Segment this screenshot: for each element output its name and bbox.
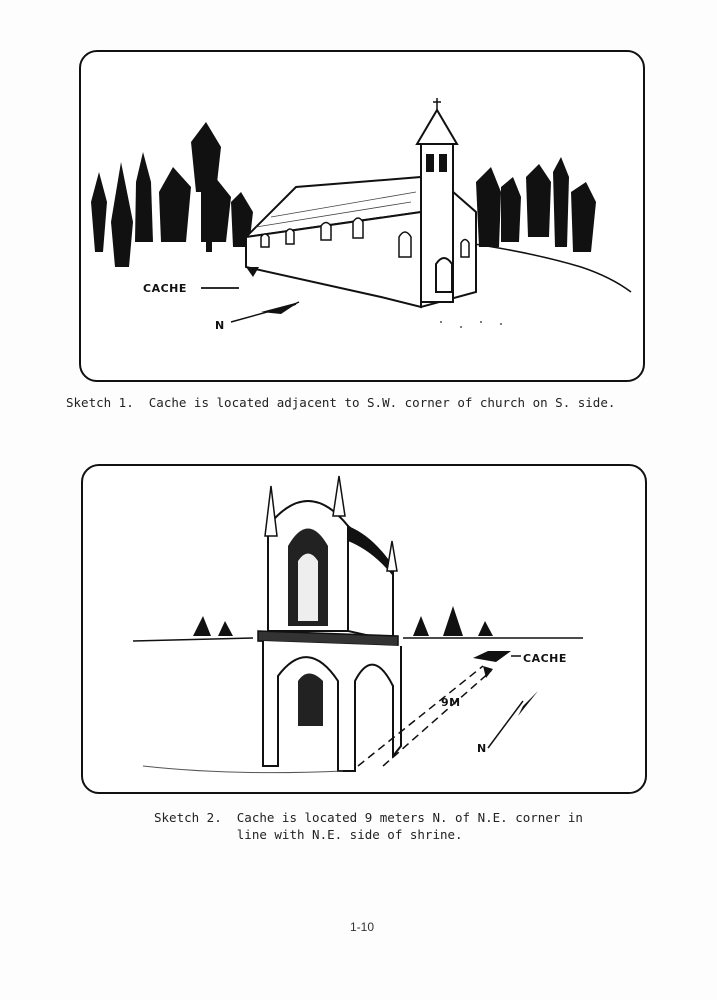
north-label: N	[215, 319, 225, 332]
sketch-1-frame	[79, 50, 645, 382]
sketch-1-caption: Sketch 1. Cache is located adjacent to S.W. corner of church on S. side.	[66, 395, 616, 410]
sketch-2-caption-line-1: Sketch 2. Cache is located 9 meters N. of N.E. corner in	[154, 810, 583, 825]
distance-label: 9M	[441, 696, 461, 709]
church-illustration	[81, 52, 643, 380]
cache-label: CACHE	[523, 652, 567, 665]
sketch-2-caption-line-2: line with N.E. side of shrine.	[154, 827, 463, 842]
sketch-2-frame	[81, 464, 647, 794]
cache-label: CACHE	[143, 282, 187, 295]
north-label: N	[477, 742, 487, 755]
page-number: 1-10	[350, 920, 375, 934]
shrine-illustration	[83, 466, 645, 792]
